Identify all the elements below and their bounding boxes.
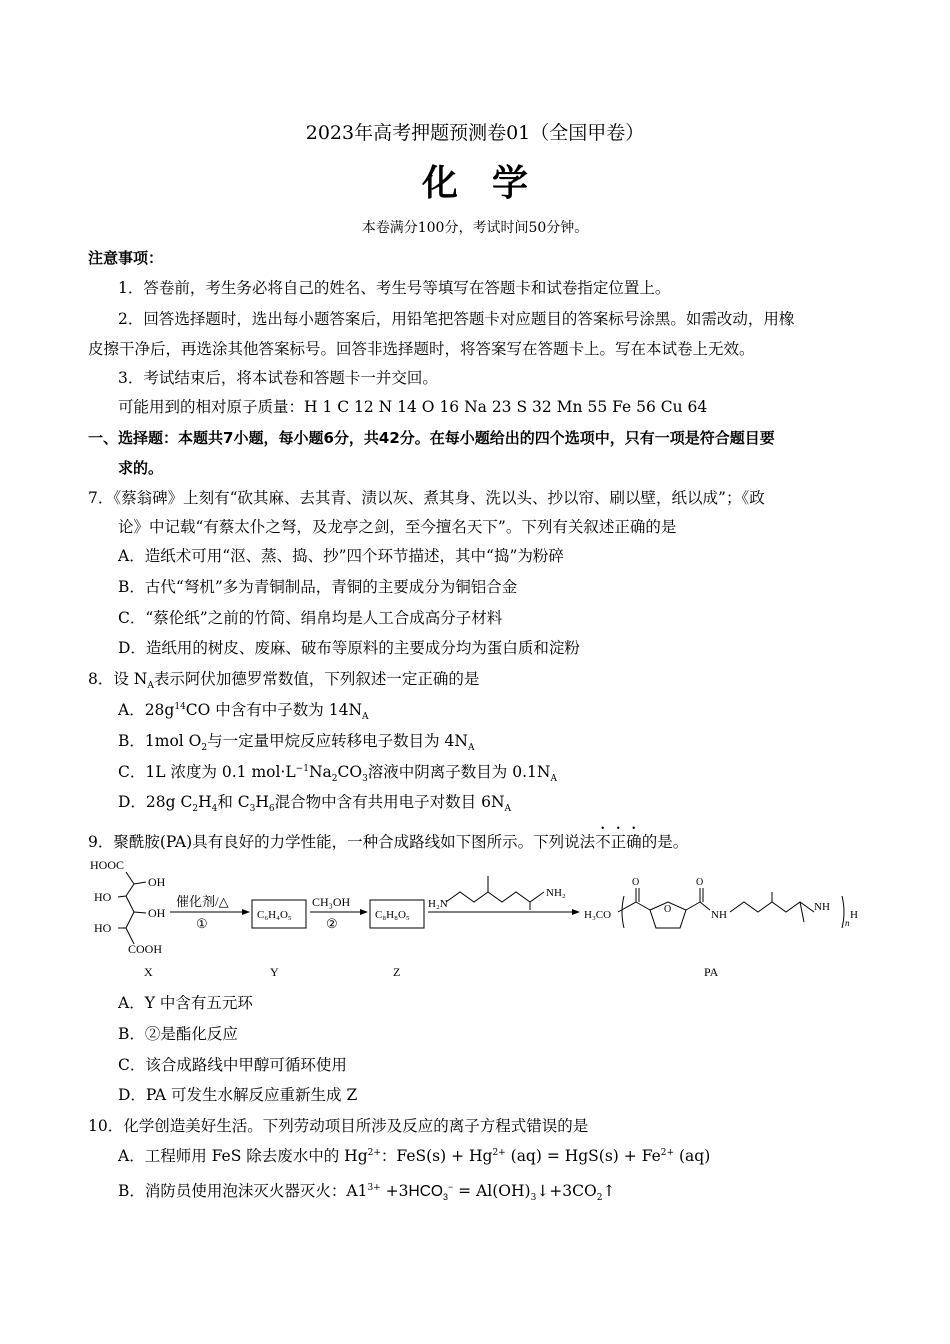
step1-number: ① bbox=[196, 916, 208, 931]
q7-stem-cont: 论》中记载“有蔡太仆之弩，及龙亭之剑，至今擅名天下”。下列有关叙述正确的是 bbox=[118, 518, 677, 536]
q8-option-c: C．1L 浓度为 0.1 $mol\cdot L^{-1}Na_2CO_3$溶液中阴离子数目为 $0.1N_A$ bbox=[118, 763, 557, 785]
q8-option-d: D．28g $C_2H_4$和 $C_3H_6$混合物中含有共用电子对数目 $6N_A$ bbox=[118, 793, 512, 815]
step1-condition: 催化剂/△ bbox=[176, 894, 229, 909]
x-ho-label-1: HO bbox=[94, 890, 112, 904]
q8-option-a: A．$28g^{14}CO$ 中含有中子数为 $14N_A$ bbox=[118, 701, 369, 723]
step2-number: ② bbox=[326, 916, 338, 931]
pa-nh-1: NH bbox=[711, 909, 727, 921]
diamine-nh2: NH₂ bbox=[546, 887, 566, 899]
arrow-step-1 bbox=[170, 894, 250, 931]
notice-item-2-cont: 皮擦干净后，再选涂其他答案标号。回答非选择题时，将答案写在答题卡上。写在本试卷上无效。 bbox=[88, 340, 755, 358]
q7-option-a: A．造纸术可用“沤、蒸、捣、抄”四个环节描述，其中“捣”为粉碎 bbox=[118, 547, 564, 565]
q7-stem: 7．《蔡翁碑》上刻有“砍其麻、去其青、渍以灰、煮其身、洗以头、抄以帘、刷以壁，纸以成”；《政 bbox=[88, 489, 765, 507]
subject-title: 化学 bbox=[421, 163, 562, 204]
svg-text:O: O bbox=[632, 877, 640, 888]
q10-stem: 10．化学创造美好生活。下列劳动项目所涉及反应的离子方程式错误的是 bbox=[88, 1117, 589, 1135]
x-hooc-label: HOOC bbox=[90, 858, 125, 872]
svg-text:O: O bbox=[696, 877, 704, 888]
q7-option-d: D．造纸用的树皮、废麻、破布等原料的主要成分均为蛋白质和淀粉 bbox=[118, 639, 580, 657]
z-formula: C₈H₈O₅ bbox=[375, 909, 410, 921]
label-y: Y bbox=[270, 965, 279, 979]
pa-structure bbox=[584, 877, 858, 928]
pa-nh-2: NH bbox=[814, 901, 830, 913]
y-formula: C₆H₄O₅ bbox=[257, 909, 292, 921]
notice-item-3: 3．考试结束后，将本试卷和答题卡一并交回。 bbox=[118, 369, 438, 387]
q7-option-c: C．“蔡伦纸”之前的竹简、绢帛均是人工合成高分子材料 bbox=[118, 609, 503, 627]
diamine-h2n: H₂N bbox=[428, 898, 448, 910]
pa-n: n bbox=[845, 918, 850, 928]
x-oh-label-2: OH bbox=[148, 906, 166, 920]
x-cooh-label: COOH bbox=[128, 942, 163, 956]
x-ho-label-2: HO bbox=[94, 921, 112, 935]
x-oh-label-1: OH bbox=[148, 875, 166, 889]
svg-text:O: O bbox=[664, 904, 672, 915]
exam-title: 2023年高考押题预测卷01（全国甲卷） bbox=[305, 122, 645, 144]
q9-option-b: B．②是酯化反应 bbox=[118, 1025, 238, 1043]
q8-option-b: B．1mol $O_2$与一定量甲烷反应转移电子数目为 $4N_A$ bbox=[118, 732, 475, 754]
x-skeleton bbox=[118, 872, 146, 944]
label-x: X bbox=[144, 965, 153, 979]
label-pa: PA bbox=[704, 965, 719, 979]
q9-stem: 9．聚酰胺(PA)具有良好的力学性能，一种合成路线如下图所示。下列说法不正确的是。 bbox=[88, 833, 689, 851]
label-z: Z bbox=[393, 965, 401, 979]
hco3-ion: $HCO_3^-$ bbox=[408, 1181, 454, 1203]
q9-option-c: C．该合成路线中甲醇可循环使用 bbox=[118, 1056, 347, 1074]
notice-item-1: 1．答卷前，考生务必将自己的姓名、考生号等填写在答题卡和试卷指定位置上。 bbox=[118, 279, 671, 297]
q8-stem: 8．设 $N_A$表示阿伏加德罗常数值，下列叙述一定正确的是 bbox=[88, 670, 480, 692]
q9-option-d: D．PA 可发生水解反应重新生成 Z bbox=[118, 1086, 358, 1104]
section-1-heading: 一、选择题：本题共7小题，每小题6分，共42分。在每小题给出的四个选项中，只有一项是符合题目要 bbox=[88, 429, 775, 447]
pa-h: H bbox=[850, 909, 858, 921]
q10-option-b: B．消防员使用泡沫灭火器灭火：$A1^{3+} +3HCO_3^-$ = $Al(OH)_3↓+3CO_2↑$ bbox=[118, 1181, 616, 1204]
notice-heading: 注意事项： bbox=[88, 249, 164, 267]
q10-option-a: A．工程师用 FeS 除去废水中的 $Hg^{2+}$：$FeS(s) + Hg^{2+}$ $(aq) = HgS(s) + Fe^{2+}$ (aq) bbox=[118, 1147, 711, 1165]
emphasis-not-correct: 不正确 bbox=[595, 833, 642, 851]
arrow-step-2 bbox=[310, 895, 368, 931]
atomic-masses: 可能用到的相对原子质量：H 1 C 12 N 14 O 16 Na 23 S 32 Mn 55 Fe 56 Cu 64 bbox=[118, 398, 708, 416]
synthesis-scheme bbox=[88, 852, 868, 984]
arrow-step-3 bbox=[428, 876, 580, 915]
notice-item-2: 2．回答选择题时，选出每小题答案后，用铅笔把答题卡对应题目的答案标号涂黑。如需改动，用橡 bbox=[118, 310, 795, 328]
section-1-heading-cont: 求的。 bbox=[118, 459, 164, 477]
pa-methoxy: H₃CO bbox=[584, 909, 612, 921]
step2-reagent: CH₃OH bbox=[312, 895, 351, 909]
q9-option-a: A．Y 中含有五元环 bbox=[118, 994, 253, 1012]
q7-option-b: B．古代“弩机”多为青铜制品，青铜的主要成分为铜铝合金 bbox=[118, 578, 518, 596]
exam-meta: 本卷满分100分，考试时间50分钟。 bbox=[361, 220, 589, 236]
